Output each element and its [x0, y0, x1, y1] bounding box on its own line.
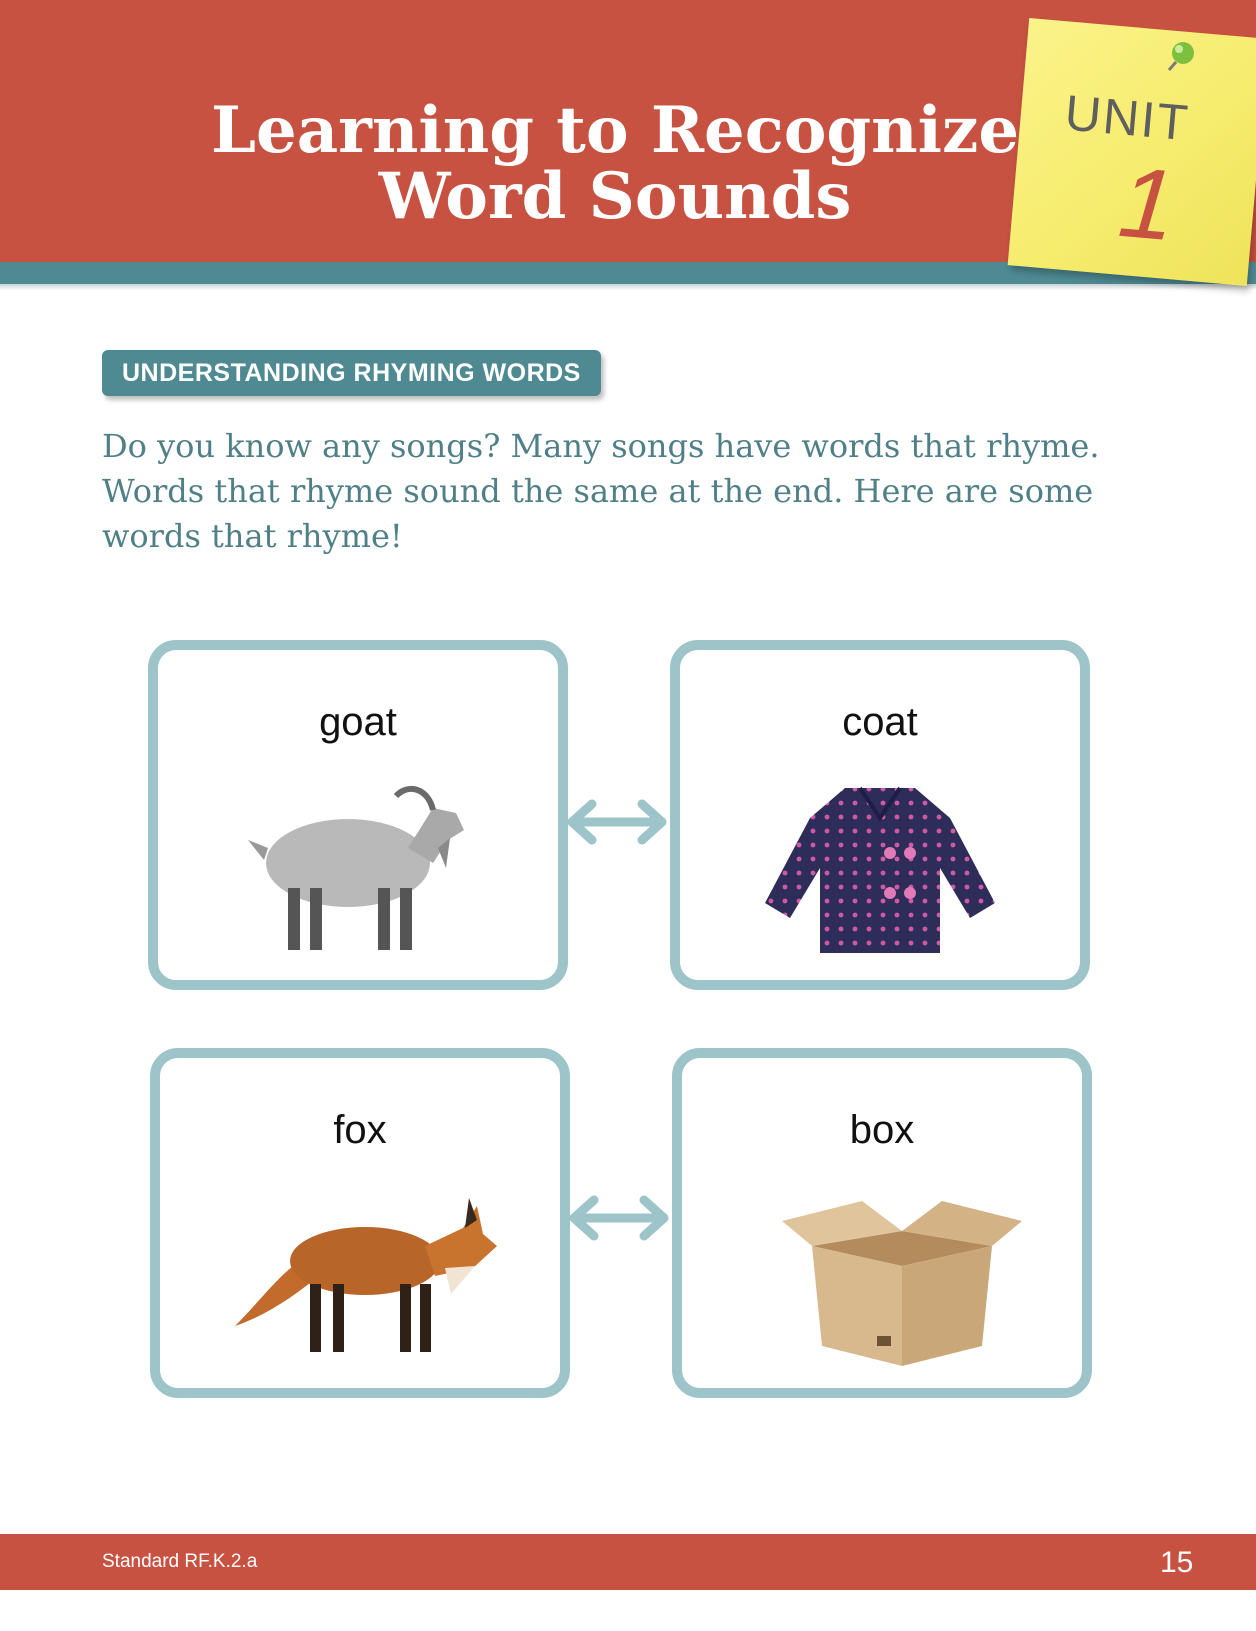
header-shadow [0, 284, 1256, 290]
unit-number: 1 [1114, 145, 1180, 263]
pushpin-icon [1164, 36, 1200, 72]
box-illustration [772, 1176, 1032, 1376]
word-card-fox [150, 1048, 570, 1398]
page-number: 15 [1160, 1546, 1194, 1579]
word-card-coat [670, 640, 1090, 990]
card-word: fox [333, 1108, 387, 1152]
word-card-goat [148, 640, 568, 990]
card-word: coat [842, 700, 918, 744]
coat-illustration [750, 768, 1010, 968]
goat-illustration [228, 768, 488, 968]
intro-paragraph: Do you know any songs? Many songs have words that rhyme. Words that rhyme sound the same at the end. Here are some words that rhyme! [102, 427, 1100, 555]
unit-sticky-note [1008, 18, 1256, 286]
page-title [150, 93, 1080, 234]
page-title-line-2: Word Sounds [378, 159, 852, 234]
page-title-line-1: Learning to Recognize [210, 93, 1020, 168]
standard-code: Standard RF.K.2.a [102, 1551, 258, 1572]
fox-illustration [215, 1176, 505, 1376]
unit-label: UNIT [1062, 84, 1192, 152]
card-word: box [849, 1108, 915, 1152]
section-heading: UNDERSTANDING RHYMING WORDS [102, 350, 601, 396]
word-card-box [672, 1048, 1092, 1398]
card-word: goat [319, 700, 397, 744]
double-arrow-icon [562, 797, 672, 847]
double-arrow-icon [564, 1193, 674, 1243]
